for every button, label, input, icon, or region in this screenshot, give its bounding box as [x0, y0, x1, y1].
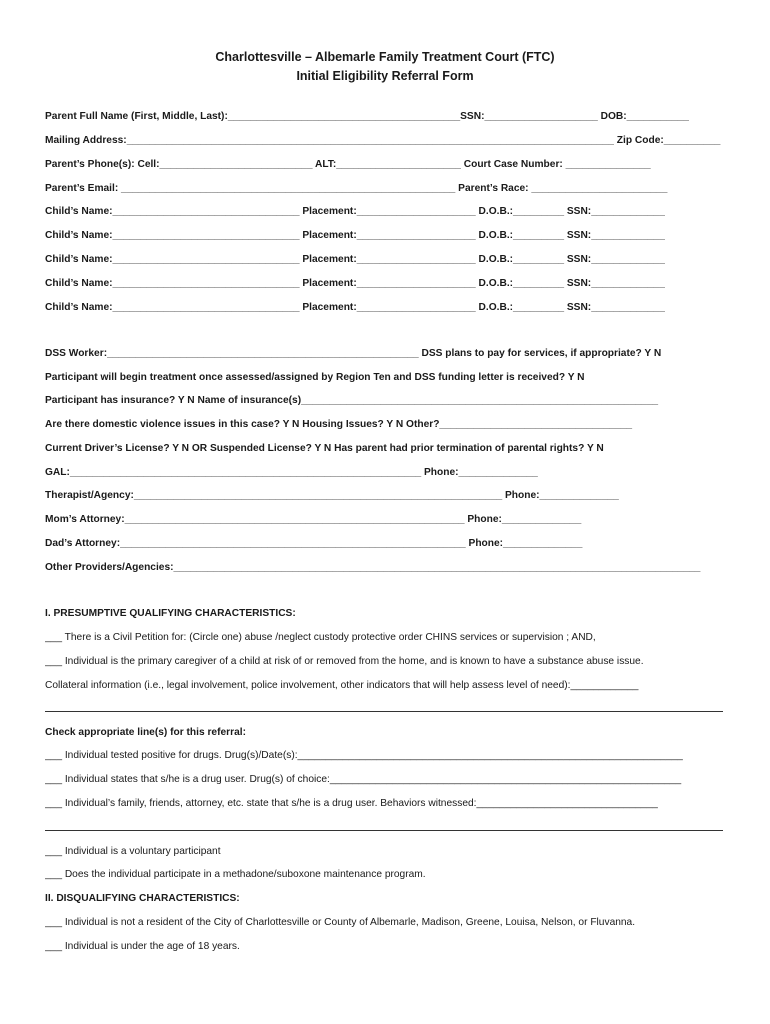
therapist-line[interactable]: Therapist/Agency:_________________________________________________________________ Phone:______________ [45, 490, 619, 501]
child-name-line-1[interactable]: Child’s Name:_________________________________ Placement:_____________________ D.O.B.:_________ SSN:_____________ [45, 206, 665, 217]
drug-user-line[interactable]: ___ Individual states that s/he is a drug user. Drug(s) of choice:______________________________________________________________ [45, 774, 682, 785]
mailing-address-line[interactable]: Mailing Address:______________________________________________________________________________________ Zip Code:__________ [45, 135, 721, 146]
child-name-line-3[interactable]: Child’s Name:_________________________________ Placement:_____________________ D.O.B.:_________ SSN:_____________ [45, 254, 665, 265]
civil-petition-line[interactable]: ___ There is a Civil Petition for: (Circle one) abuse /neglect custody protective order CHINS services or supervision ; AND, [45, 632, 596, 643]
behaviors-blank-line[interactable] [45, 830, 723, 831]
voluntary-participant-line[interactable]: ___ Individual is a voluntary participant [45, 846, 221, 857]
primary-caregiver-line[interactable]: ___ Individual is the primary caregiver of a child at risk of or removed from the home, and is known to have a substance abuse issue. [45, 656, 644, 667]
gal-line[interactable]: GAL:______________________________________________________________ Phone:______________ [45, 467, 538, 478]
tested-positive-line[interactable]: ___ Individual tested positive for drugs. Drug(s)/Date(s):____________________________________________________________________ [45, 750, 683, 761]
family-statement-line[interactable]: ___ Individual’s family, friends, attorney, etc. state that s/he is a drug user. Behaviors witnessed:________________________________ [45, 798, 658, 809]
non-resident-line[interactable]: ___ Individual is not a resident of the City of Charlottesville or County of Albemarle, Madison, Greene, Louisa, Nelson, or Fluvanna. [45, 917, 636, 928]
child-name-line-2[interactable]: Child’s Name:_________________________________ Placement:_____________________ D.O.B.:_________ SSN:_____________ [45, 230, 665, 241]
collateral-info-blank-line[interactable] [45, 711, 723, 712]
parent-email-line[interactable]: Parent’s Email: ___________________________________________________________ Parent’s Race: ________________________ [45, 183, 668, 194]
domestic-violence-line[interactable]: Are there domestic violence issues in this case? Y N Housing Issues? Y N Other?__________________________________ [45, 419, 633, 430]
treatment-question[interactable]: Participant will begin treatment once assessed/assigned by Region Ten and DSS funding letter is received? Y N [45, 372, 585, 383]
collateral-info-line[interactable]: Collateral information (i.e., legal involvement, police involvement, other indicators that will help assess level of need):____________ [45, 680, 639, 691]
form-title: Charlottesville – Albemarle Family Treatment Court (FTC) [215, 50, 555, 64]
parent-name-line[interactable]: Parent Full Name (First, Middle, Last):_________________________________________SSN:____________________ DOB:___________ [45, 111, 689, 122]
check-lines-heading: Check appropriate line(s) for this referral: [45, 727, 246, 738]
moms-attorney-line[interactable]: Mom’s Attorney:____________________________________________________________ Phone:______________ [45, 514, 582, 525]
form-subtitle: Initial Eligibility Referral Form [296, 69, 474, 83]
license-line[interactable]: Current Driver’s License? Y N OR Suspended License? Y N Has parent had prior termination of parental rights? Y N [45, 443, 604, 454]
section-1-heading: I. PRESUMPTIVE QUALIFYING CHARACTERISTICS: [45, 608, 296, 619]
section-2-heading: II. DISQUALIFYING CHARACTERISTICS: [45, 893, 240, 904]
parent-phone-line[interactable]: Parent’s Phone(s): Cell:___________________________ ALT:______________________ Court Case Number: _______________ [45, 159, 651, 170]
dads-attorney-line[interactable]: Dad’s Attorney:_____________________________________________________________ Phone:______________ [45, 538, 583, 549]
insurance-line[interactable]: Participant has insurance? Y N Name of insurance(s)_______________________________________________________________ [45, 395, 659, 406]
child-name-line-5[interactable]: Child’s Name:_________________________________ Placement:_____________________ D.O.B.:_________ SSN:_____________ [45, 302, 665, 313]
other-providers-line[interactable]: Other Providers/Agencies:_____________________________________________________________________________________________ [45, 562, 701, 573]
dss-worker-line[interactable]: DSS Worker:_______________________________________________________ DSS plans to pay for services, if appropriate? Y N [45, 348, 662, 359]
child-name-line-4[interactable]: Child’s Name:_________________________________ Placement:_____________________ D.O.B.:_________ SSN:_____________ [45, 278, 665, 289]
methadone-line[interactable]: ___ Does the individual participate in a methadone/suboxone maintenance program. [45, 869, 426, 880]
under-18-line[interactable]: ___ Individual is under the age of 18 years. [45, 941, 240, 952]
